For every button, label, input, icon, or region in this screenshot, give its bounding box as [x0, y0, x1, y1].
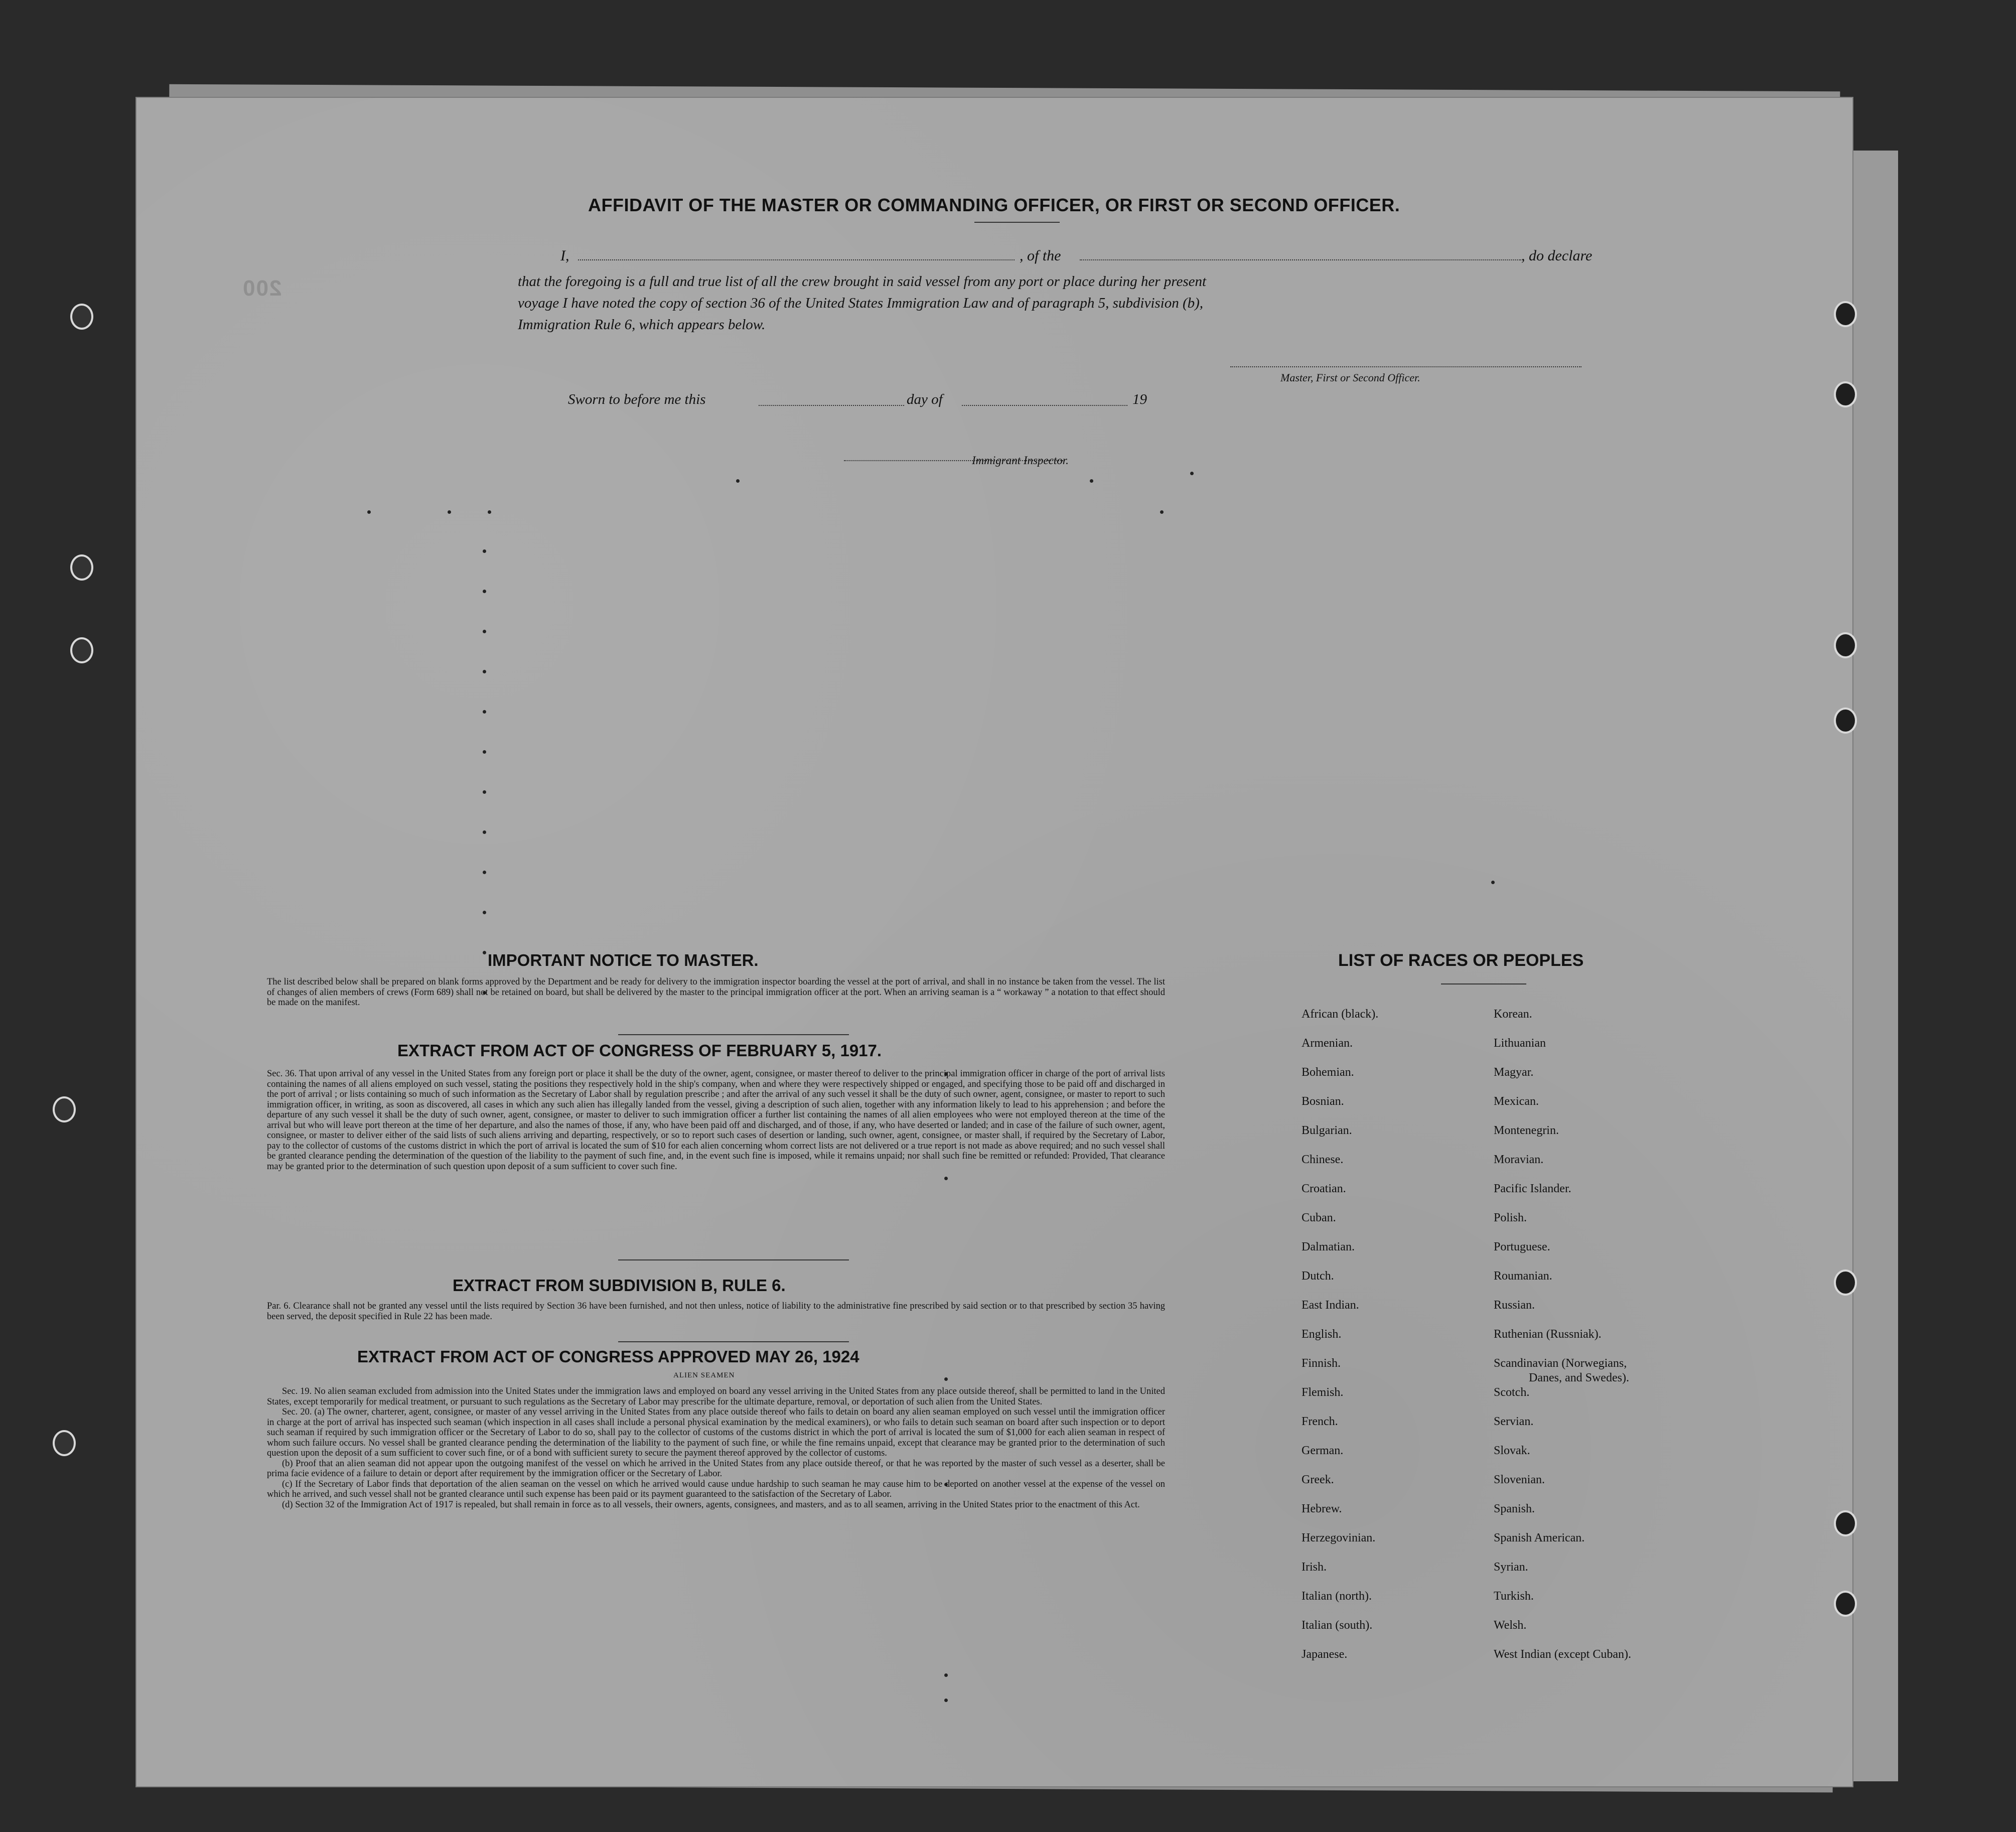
sec-19-paragraph: Sec. 19. No alien seaman excluded from admission into the United States under the immigration laws and employed on board any vessel arriving in the United States from any place outside thereof, shall be permitted to land in the United States, except temporarily for medical treatment, or pursuant to such regulations as the Secretary of Labor may prescribe for the ultimate departure, removal, or deportation of such alien from the United States.	[267, 1386, 1165, 1407]
race-item: Flemish.	[1302, 1386, 1344, 1399]
document-page	[136, 98, 1852, 1786]
race-item: English.	[1302, 1328, 1342, 1341]
race-item: Hebrew.	[1302, 1502, 1342, 1515]
sworn-text: Sworn to before me this	[568, 391, 706, 407]
ink-mark	[1491, 881, 1495, 884]
affidavit-line-2: voyage I have noted the copy of section 36 of the United States Immigration Law and of paragraph 5, subdivision (b),	[518, 295, 1204, 311]
ink-mark	[1190, 472, 1194, 475]
ink-mark	[483, 590, 486, 593]
year-prefix: 19	[1132, 391, 1147, 407]
ink-mark	[483, 549, 486, 553]
race-item: Italian (south).	[1302, 1619, 1373, 1632]
race-item: Chinese.	[1302, 1153, 1344, 1166]
rule6-paragraph: Par. 6. Clearance shall not be granted any vessel until the lists required by Section 36 have been furnished, and not then unless, notice of liability to the administrative fine prescribed by said section or to that prescribed by section 35 having been served, the deposit specified in Rule 22 has been made.	[267, 1301, 1165, 1322]
race-item: Turkish.	[1494, 1590, 1534, 1603]
race-item: Japanese.	[1302, 1648, 1348, 1661]
day-of-text: day of	[907, 391, 943, 407]
race-item: French.	[1302, 1415, 1338, 1428]
race-item: Montenegrin.	[1494, 1124, 1559, 1137]
races-rule	[1441, 983, 1526, 984]
race-item: Welsh.	[1494, 1619, 1527, 1632]
races-title: LIST OF RACES OR PEOPLES	[1338, 951, 1584, 970]
race-item: Servian.	[1494, 1415, 1534, 1428]
race-item: Lithuanian	[1494, 1037, 1546, 1050]
binder-hole	[53, 1096, 76, 1122]
sec-20c-paragraph: (c) If the Secretary of Labor finds that deportation of the alien seaman on the vessel on which he arrived would cause undue hardship to such seaman he may cause him to be deported on another vessel at the expense of the vessel on which he arrived, and such vessel shall not be granted clearance until such expense has been paid or its payment guaranteed to the satisfaction of the Secretary of Labor.	[267, 1479, 1165, 1499]
extract-1917-rule	[618, 1259, 849, 1260]
race-item-continuation: Danes, and Swedes).	[1529, 1371, 1629, 1384]
race-item: Polish.	[1494, 1211, 1527, 1224]
notice-title: IMPORTANT NOTICE TO MASTER.	[488, 951, 759, 969]
ink-mark	[483, 830, 486, 834]
race-item: Croatian.	[1302, 1182, 1346, 1195]
race-item: East Indian.	[1302, 1299, 1359, 1312]
sec-20b-paragraph: (b) Proof that an alien seaman did not appear upon the outgoing manifest of the vessel on which he arrived in the United States from any place outside thereof, or that he was reported by the master of such vessel as a deserter, shall be prima facie evidence of a failure to detain or deport after requirement by the immigration officer or the Secretary of Labor.	[267, 1458, 1165, 1479]
name-blank[interactable]	[578, 259, 1015, 260]
race-item: Armenian.	[1302, 1037, 1353, 1050]
ink-mark	[483, 790, 486, 794]
title-rule	[974, 222, 1060, 223]
race-item: Greek.	[1302, 1473, 1334, 1486]
race-item: Mexican.	[1494, 1095, 1539, 1108]
race-item: Bohemian.	[1302, 1066, 1354, 1079]
binder-hole	[1834, 708, 1857, 734]
race-item: Scotch.	[1494, 1386, 1530, 1399]
extract-rule6-text	[267, 1301, 1165, 1322]
affidavit-i: I,	[560, 247, 569, 264]
affidavit-do-declare: , do declare	[1521, 247, 1593, 264]
binder-hole	[1834, 1510, 1857, 1536]
ink-mark	[483, 750, 486, 754]
extract-1924-title: EXTRACT FROM ACT OF CONGRESS APPROVED MAY 26, 1924	[357, 1347, 859, 1366]
sworn-day-blank[interactable]	[759, 405, 904, 406]
race-item: Pacific Islander.	[1494, 1182, 1571, 1195]
race-item: Dutch.	[1302, 1270, 1334, 1283]
binder-hole	[70, 554, 93, 581]
race-item: Bosnian.	[1302, 1095, 1344, 1108]
ink-mark	[483, 670, 486, 673]
race-item: Korean.	[1494, 1008, 1532, 1021]
affidavit-title: AFFIDAVIT OF THE MASTER OR COMMANDING OFFICER, OR FIRST OR SECOND OFFICER.	[588, 195, 1400, 215]
race-item: West Indian (except Cuban).	[1494, 1648, 1631, 1661]
sworn-month-blank[interactable]	[962, 405, 1127, 406]
race-item: Slovenian.	[1494, 1473, 1545, 1486]
binder-hole	[70, 637, 93, 663]
ink-mark	[483, 951, 486, 954]
race-item: Herzegovinian.	[1302, 1531, 1376, 1544]
notice-rule	[618, 1034, 849, 1035]
ink-mark	[1160, 510, 1164, 514]
race-item: Cuban.	[1302, 1211, 1336, 1224]
race-item: Magyar.	[1494, 1066, 1534, 1079]
extract-1917-title: EXTRACT FROM ACT OF CONGRESS OF FEBRUARY 5, 1917.	[397, 1041, 882, 1060]
notice-text	[267, 977, 1165, 1008]
ink-mark	[483, 630, 486, 633]
ink-mark	[944, 1673, 948, 1677]
race-item: Portuguese.	[1494, 1240, 1550, 1253]
ink-mark	[1090, 479, 1093, 483]
race-item: Scandinavian (Norwegians,	[1494, 1357, 1627, 1370]
sec-20a-paragraph: Sec. 20. (a) The owner, charterer, agent, consignee, or master of any vessel arriving in the United States from any place outside thereof who fails to detain on board any alien seaman employed on such vessel until the immigration officer in charge at the port of arrival has inspected such seaman (which inspection in all cases shall include a personal physical examination by the medical examiners), or who fails to detain such seaman on board after such inspection or to deport such seaman if required by such immigration officer or the Secretary of Labor to do so, shall pay to the collector of customs of the customs district in which the port of arrival is located the sum of $1,000 for each alien seaman in respect of whom such failure occurs. No vessel shall be granted clearance pending the determination of the liability to the payment of such fine, or while the fine remains unpaid, except that clearance may be granted prior to the determination of such question upon the deposit of a sum sufficient to cover such fine, or of a bond with sufficient surety to secure the payment thereof approved by the collector of customs.	[267, 1407, 1165, 1458]
alien-seamen-subtitle: ALIEN SEAMEN	[673, 1371, 735, 1379]
race-item: Irish.	[1302, 1561, 1327, 1574]
binder-hole	[1834, 632, 1857, 658]
binder-hole	[53, 1430, 76, 1456]
master-label: Master, First or Second Officer.	[1280, 371, 1420, 384]
ink-mark	[367, 510, 371, 514]
ink-mark	[483, 911, 486, 914]
ink-mark	[944, 1377, 948, 1381]
race-item: Roumanian.	[1494, 1270, 1552, 1283]
binder-hole	[70, 304, 93, 330]
affidavit-line-3: Immigration Rule 6, which appears below.	[518, 317, 766, 333]
vessel-blank[interactable]	[1080, 259, 1521, 260]
race-item: Finnish.	[1302, 1357, 1341, 1370]
race-item: Moravian.	[1494, 1153, 1544, 1166]
race-item: Slovak.	[1494, 1444, 1530, 1457]
race-item: African (black).	[1302, 1008, 1379, 1021]
stamp-number: 200	[242, 276, 282, 301]
binder-hole	[1834, 301, 1857, 327]
ink-mark	[483, 871, 486, 874]
extract-1924-text	[267, 1386, 1165, 1510]
affidavit-line-1: that the foregoing is a full and true list of all the crew brought in said vessel from any port or place during her present	[518, 273, 1207, 290]
extract-rule6-title: EXTRACT FROM SUBDIVISION B, RULE 6.	[453, 1276, 786, 1295]
ink-mark	[944, 1699, 948, 1702]
ink-mark	[448, 510, 451, 514]
ink-mark	[483, 710, 486, 714]
inspector-label: Immigrant Inspector.	[972, 454, 1069, 467]
section-36-paragraph: Sec. 36. That upon arrival of any vessel in the United States from any foreign port or place it shall be the duty of the owner, agent, consignee, or master thereof to deliver to the principal immigration officer in charge of the port of arrival lists containing the names of all aliens employed on such vessel, stating the positions they respectively hold in the ship's company, when and where they were respectively shipped or engaged, and specifying those to be paid off and discharged in the port of arrival ; or lists containing so much of such information as the Secretary of Labor shall by regulation prescribe ; and after the arrival of any such vessel it shall be the duty of such owner, agent, consignee, or master to report to such immigration officer, in writing, as soon as discovered, all cases in which any such alien has illegally landed from the vessel, giving a description of such alien, together with any information likely to lead to his apprehension ; and before the departure of any such vessel it shall be the duty of such owner, agent, consignee, or master to deliver to such immigration officer a further list containing the names of all alien employees who were not employed thereon at the time of the arrival but who will leave port thereon at the time of her departure, and also the names of those, if any, who have been paid off and discharged, and of those, if any, who have deserted or landed; and in case of the failure of such owner, agent, consignee, or master to deliver either of the said lists of such aliens arriving and departing, respectively, or so to report such cases of desertion or landing, such owner, agent, consignee, or master shall, if required by the Secretary of Labor, pay to the collector of customs of the customs district in which the port of arrival is located the sum of $10 for each alien concerning whom correct lists are not delivered or a true report is not made as above required; and no such vessel shall be granted clearance pending the determination of the question of the liability to the payment of such fine, and, in the event such fine is imposed, while it remains unpaid; nor shall such fine be remitted or refunded: Provided, That clearance may be granted prior to the determination of such question upon deposit of a sum sufficient to cover such fine.	[267, 1069, 1165, 1172]
binder-hole	[1834, 1591, 1857, 1617]
race-item: Italian (north).	[1302, 1590, 1372, 1603]
binder-hole	[1834, 1270, 1857, 1296]
affidavit-of-the: , of the	[1020, 247, 1061, 264]
binder-hole	[1834, 381, 1857, 407]
race-item: Dalmatian.	[1302, 1240, 1355, 1253]
race-item: Spanish American.	[1494, 1531, 1585, 1544]
race-item: Bulgarian.	[1302, 1124, 1352, 1137]
extract-rule6-rule	[618, 1341, 849, 1342]
race-item: Syrian.	[1494, 1561, 1528, 1574]
sec-20d-paragraph: (d) Section 32 of the Immigration Act of 1917 is repealed, but shall remain in force as to all vessels, their owners, agents, consignees, and masters, and as to all seamen, arriving in the United States prior to the enactment of this Act.	[282, 1499, 1140, 1510]
extract-1917-text	[267, 1069, 1165, 1172]
race-item: German.	[1302, 1444, 1344, 1457]
ink-mark	[944, 1177, 948, 1180]
race-item: Spanish.	[1494, 1502, 1535, 1515]
race-item: Russian.	[1494, 1299, 1535, 1312]
notice-paragraph: The list described below shall be prepared on blank forms approved by the Department and be ready for delivery to the immigration inspector boarding the vessel at the port of arrival, and shall in no instance be taken from the vessel. The list of changes of alien members of crews (Form 689) shall not be retained on board, but shall be delivered by the master to the principal immigration officer at the port. When an arriving seaman is a “ workaway ” a notation to that effect should be made on the manifest.	[267, 977, 1165, 1008]
master-signature-line[interactable]	[1230, 366, 1581, 367]
ink-mark	[736, 479, 740, 483]
ink-mark	[488, 510, 491, 514]
race-item: Ruthenian (Russniak).	[1494, 1328, 1602, 1341]
